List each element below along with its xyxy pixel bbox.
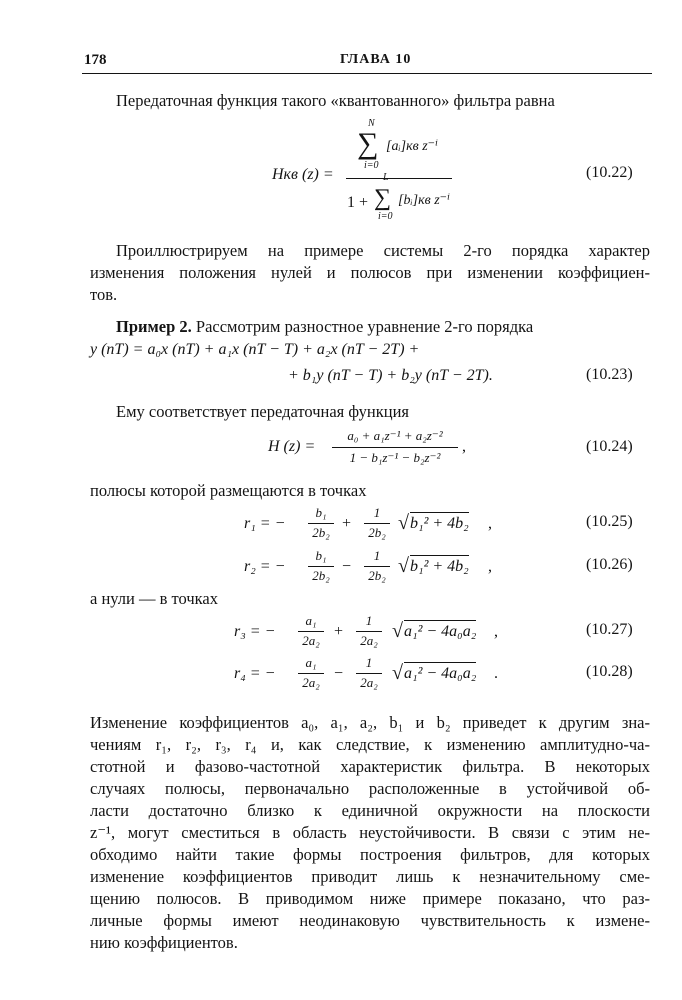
chapter-title: ГЛАВА 10 (340, 52, 412, 67)
eq1025-tail: , (488, 515, 492, 532)
eq1026-f2-bar (364, 566, 390, 567)
eq1023-number: (10.23) (586, 366, 633, 383)
eq1025-f1-den: 2b₂ (312, 525, 330, 540)
eq1027-number: (10.27) (586, 621, 633, 638)
eq1028-f1-bar (298, 673, 324, 674)
eq1028-lhs: r₄ = − (234, 665, 276, 682)
eq1022-num-lower: i=0 (364, 160, 379, 171)
eq1027-tail: , (494, 623, 498, 640)
paragraph-6-line-7: обходимо найти такие формы построения фильтров, для которых (90, 845, 650, 864)
eq1026-f1-den: 2b₂ (312, 568, 330, 583)
paragraph-4: полюсы которой размещаются в точках (90, 481, 367, 500)
eq1028-f1-den: 2a₂ (302, 675, 320, 690)
eq1027-f2-den: 2a₂ (360, 633, 378, 648)
paragraph-2-line-3: тов. (90, 285, 118, 304)
eq1027-lhs: r₃ = − (234, 623, 276, 640)
eq1026-lhs: r₂ = − (244, 558, 286, 575)
eq1022-num-term: [aᵢ]кв z⁻ⁱ (386, 139, 438, 154)
eq1022-den-term: [bᵢ]кв z⁻ⁱ (398, 193, 450, 208)
sqrt-icon: √ (392, 620, 403, 642)
sqrt-icon: √ (398, 555, 409, 577)
eq1027-f1-num: a₁ (305, 613, 317, 628)
eq1022-fraction-bar (346, 178, 452, 179)
paragraph-2-line-2: изменения положения нулей и полюсов при изменении коэффициен- (90, 263, 650, 282)
eq1027-f1-den: 2a₂ (302, 633, 320, 648)
paragraph-6-line-2: чениям r₁, r₂, r₃, r₄ и, как следствие, к изменению амплитудно-ча- (90, 735, 650, 754)
eq1028-root: a₁² − 4a₀a₂ (404, 662, 476, 683)
eq1022-lhs: Hкв (z) = (272, 166, 334, 183)
eq1028-f2-den: 2a₂ (360, 675, 378, 690)
eq1026-f1-num: b₁ (315, 548, 327, 563)
example-heading (116, 315, 533, 338)
eq1024-lhs: H (z) = (268, 438, 316, 455)
paragraph-6-line-5: ласти достаточно близко к единичной окружности на плоскости (90, 801, 650, 820)
eq1022-number: (10.22) (586, 164, 633, 181)
paragraph-6-line-4: случаях полюсы, первоначально расположенные в устойчивой об- (90, 779, 650, 798)
sum-icon: ∑ (374, 185, 392, 211)
sqrt-icon: √ (398, 512, 409, 534)
eq1026-op: − (342, 558, 352, 575)
example-text: Рассмотрим разностное уравнение 2-го порядка (195, 317, 534, 336)
eq1024-denominator: 1 − b₁z⁻¹ − b₂z⁻² (349, 450, 441, 465)
eq1022-den-one: 1 + (347, 194, 369, 211)
eq1025-number: (10.25) (586, 513, 633, 530)
eq1028-f2-bar (356, 673, 382, 674)
eq1028-number: (10.28) (586, 663, 633, 680)
eq1025-f2-bar (364, 523, 390, 524)
eq1028-op: − (334, 665, 344, 682)
eq1022-den-lower: i=0 (378, 211, 393, 222)
paragraph-5: а нули — в точках (90, 589, 218, 608)
paragraph-6-line-9: щению полюсов. В приводимом ниже примере показано, что раз- (90, 889, 650, 908)
eq1022-num-upper: N (368, 118, 375, 129)
eq1027-f1-bar (298, 631, 324, 632)
paragraph-6-line-6: z⁻¹, могут сместиться в область неустойчивости. В связи с этим не- (90, 823, 650, 842)
eq1027-f2-bar (356, 631, 382, 632)
eq1025-f1-num: b₁ (315, 505, 327, 520)
paragraph-6-line-10: личные формы имеют неодинаковую чувствительность к измене- (90, 911, 650, 930)
eq1026-f2-num: 1 (373, 548, 381, 563)
eq1023-line-1: y (nT) = a₀x (nT) + a₁x (nT − T) + a₂x (nT − 2T) + (90, 341, 420, 358)
eq1024-fraction-bar (332, 447, 458, 448)
paragraph-2-line-1: Проиллюстрируем на примере системы 2-го порядка характер (116, 241, 650, 260)
example-label: Пример 2. (116, 317, 192, 336)
paragraph-6-line-3: стотной и фазово-частотной характеристик фильтра. В некоторых (90, 757, 650, 776)
sum-icon: ∑ (357, 127, 379, 160)
eq1022-den-upper: L (383, 172, 389, 183)
paragraph-6-line-11: нию коэффициентов. (90, 933, 238, 952)
intro-paragraph: Передаточная функция такого «квантованного» фильтра равна (116, 91, 555, 110)
eq1023-line-2: + b₁y (nT − T) + b₂y (nT − 2T). (288, 367, 493, 384)
eq1026-f2-den: 2b₂ (368, 568, 386, 583)
page-number: 178 (84, 52, 107, 68)
eq1028-f2-num: 1 (365, 655, 373, 670)
sqrt-icon: √ (392, 662, 403, 684)
eq1025-op: + (342, 515, 352, 532)
eq1025-root: b₁² + 4b₂ (410, 512, 469, 533)
eq1025-lhs: r₁ = − (244, 515, 286, 532)
eq1024-numerator: a₀ + a₁z⁻¹ + a₂z⁻² (347, 428, 443, 443)
eq1024-tail: , (462, 438, 466, 455)
paragraph-3: Ему соответствует передаточная функция (116, 402, 410, 421)
eq1028-f1-num: a₁ (305, 655, 317, 670)
eq1028-tail: . (494, 665, 498, 682)
header-rule (82, 73, 652, 74)
eq1027-op: + (334, 623, 344, 640)
paragraph-6-line-8: изменение коэффициентов приводит лишь к незначительному сме- (90, 867, 650, 886)
eq1027-f2-num: 1 (365, 613, 373, 628)
eq1024-number: (10.24) (586, 438, 633, 455)
eq1025-f2-num: 1 (373, 505, 381, 520)
eq1026-tail: , (488, 558, 492, 575)
eq1026-f1-bar (308, 566, 334, 567)
eq1026-root: b₁² + 4b₂ (410, 555, 469, 576)
paragraph-6-line-1: Изменение коэффициентов a₀, a₁, a₂, b₁ и b₂ приведет к другим зна- (90, 713, 650, 732)
eq1025-f1-bar (308, 523, 334, 524)
eq1027-root: a₁² − 4a₀a₂ (404, 620, 476, 641)
eq1026-number: (10.26) (586, 556, 633, 573)
eq1025-f2-den: 2b₂ (368, 525, 386, 540)
